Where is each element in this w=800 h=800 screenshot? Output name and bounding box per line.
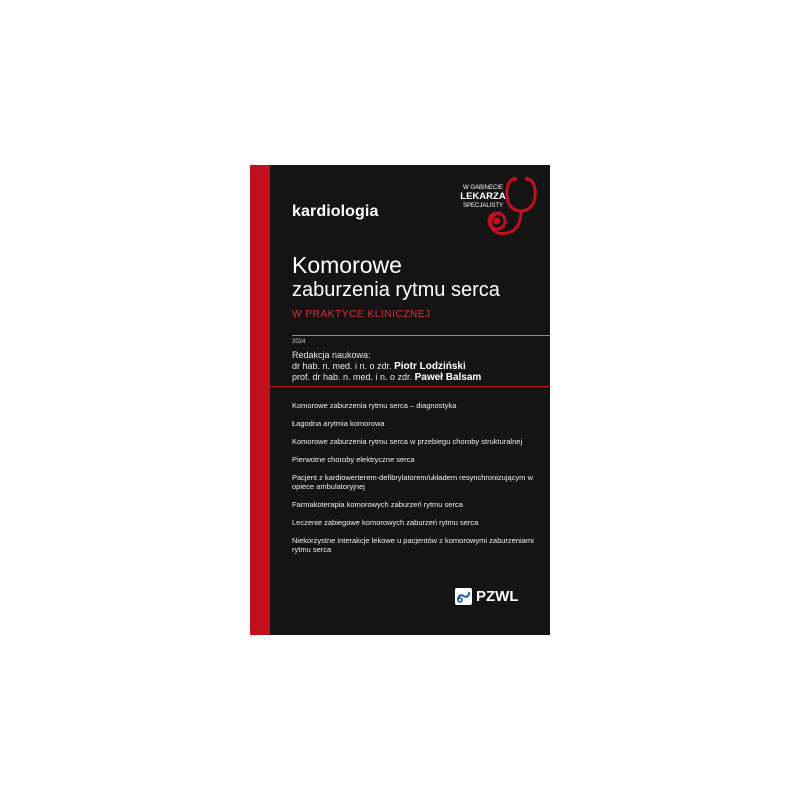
toc-item: Łagodna arytmia komorowa [292,419,385,428]
badge-line-2: LEKARZA [460,191,506,202]
toc-item: Komorowe zaburzenia rytmu serca w przebiegu choroby strukturalnej [292,437,523,446]
toc-item: Farmakoterapia komorowych zaburzeń rytmu serca [292,500,463,509]
stethoscope-icon [457,173,547,243]
red-divider-line [270,386,550,387]
table-of-contents [292,401,542,563]
editor-2-prefix: prof. dr hab. n. med. i n. o zdr. [292,372,413,382]
red-spine-band [250,165,270,635]
toc-item: Komorowe zaburzenia rytmu serca – diagnostyka [292,401,457,410]
publication-year: 2024 [292,339,306,345]
book-cover [250,165,550,635]
title-line-1: Komorowe [292,252,402,278]
toc-item: Leczenie zabiegowe komorowych zaburzeń rytmu serca [292,518,479,527]
book-title [292,253,500,303]
book-subtitle: W PRAKTYCE KLINICZNEJ [292,309,431,320]
editor-1-name: Piotr Lodziński [394,361,466,372]
title-line-2: zaburzenia rytmu serca [292,279,500,301]
editor-1-prefix: dr hab. n. med. i n. o zdr. [292,361,392,371]
toc-item: Pierwotne choroby elektryczne serca [292,455,415,464]
publisher-name: PZWL [476,588,519,605]
toc-item: Niekorzystne interakcje lekowe u pacjentów z komorowymi zaburzeniami rytmu serca [292,536,534,554]
editors-label: Redakcja naukowa: [292,350,371,360]
editor-2-name: Paweł Balsam [414,372,482,383]
toc-item: Pacjent z kardiowerterem-defibrylatorem/układem resynchronizującym w opiece ambulatoryjnej [292,473,533,491]
editor-1 [292,361,481,372]
divider-line [292,335,550,336]
editors-block [292,350,481,383]
pzwl-mark-glyph [455,588,472,605]
badge-line-1: W GABINECIE [462,185,503,191]
series-title: kardiologia [292,203,379,220]
editor-2 [292,372,481,383]
badge-line-3: SPECJALISTY [462,202,503,209]
series-badge [457,173,547,243]
pzwl-logo-icon [455,588,472,605]
